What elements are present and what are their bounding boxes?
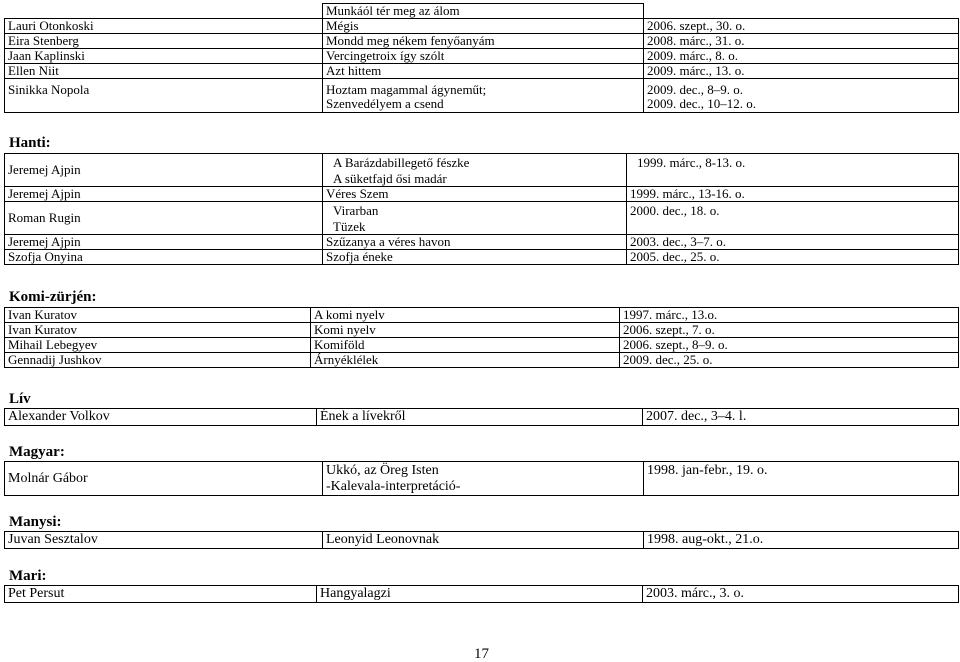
- table-cell-author: Ivan Kuratov: [5, 323, 311, 338]
- table-cell-author: Jeremej Ajpin: [5, 187, 323, 202]
- table-cell-date: [644, 79, 959, 113]
- table-cell-author: Juvan Sesztalov: [5, 532, 323, 549]
- table-cell-title: [323, 462, 644, 496]
- section-heading-manysi: Manysi:: [9, 514, 62, 530]
- table-row: [5, 34, 959, 49]
- table-row: [5, 64, 959, 79]
- table-row: [5, 49, 959, 64]
- section-heading-komi: Komi-zürjén:: [9, 289, 97, 305]
- manysi-table: [4, 531, 959, 549]
- komi-table: [4, 307, 959, 368]
- page-number: 17: [474, 646, 489, 662]
- title-line: A Barázdabillegető fészke: [333, 155, 470, 170]
- table-cell-date: 2006. szept., 7. o.: [620, 323, 959, 338]
- table-row: [5, 79, 959, 113]
- table-cell-title: Szűzanya a véres havon: [323, 235, 627, 250]
- table-cell-date: 1998. aug-okt., 21.o.: [644, 532, 959, 549]
- hanti-table: [4, 153, 959, 265]
- table-row: [5, 19, 959, 34]
- title-line: Tüzek: [333, 219, 366, 234]
- table-cell-title: [323, 154, 627, 187]
- table-cell-date: 1999. márc., 13-16. o.: [627, 187, 959, 202]
- table-cell-author: Eira Stenberg: [5, 34, 323, 49]
- table-cell-date: 2005. dec., 25. o.: [627, 250, 959, 265]
- table-cell-title: [323, 79, 644, 113]
- table-row: [5, 462, 959, 496]
- table-cell-author: Gennadij Jushkov: [5, 353, 311, 368]
- table-cell-date: 2003. dec., 3–7. o.: [627, 235, 959, 250]
- table-cell-title: Munkáól tér meg az álom: [323, 4, 644, 19]
- mari-table: [4, 585, 959, 603]
- table-row: [5, 353, 959, 368]
- table-cell-author: Pet Persut: [5, 586, 317, 603]
- table-cell-title: Ének a lívekről: [317, 409, 643, 426]
- table-row: [5, 323, 959, 338]
- table-cell-date: 2008. márc., 31. o.: [644, 34, 959, 49]
- table-cell-author: Sinikka Nopola: [5, 79, 323, 113]
- table-row: [5, 250, 959, 265]
- table-row: [5, 586, 959, 603]
- table-cell-author: Mihail Lebegyev: [5, 338, 311, 353]
- table-cell-author: Jeremej Ajpin: [5, 235, 323, 250]
- title-line: Virarban: [333, 203, 379, 218]
- table-row: [5, 532, 959, 549]
- table-row: [5, 154, 959, 187]
- title-line: Ukkó, az Öreg Isten: [326, 463, 439, 478]
- table-cell-date: 2006. szept., 8–9. o.: [620, 338, 959, 353]
- table-cell-date: 2009. márc., 8. o.: [644, 49, 959, 64]
- table-cell-title: Véres Szem: [323, 187, 627, 202]
- table-cell-title: Mégis: [323, 19, 644, 34]
- table-cell-title: Hangyalagzi: [317, 586, 643, 603]
- table-cell-title: Vercingetroix így szólt: [323, 49, 644, 64]
- table-cell-author: Molnár Gábor: [5, 462, 323, 496]
- date-line: 2009. dec., 10–12. o.: [647, 96, 757, 111]
- section-heading-hanti: Hanti:: [9, 135, 51, 151]
- table-cell-date: 1997. márc., 13.o.: [620, 308, 959, 323]
- table-cell-date: 2009. dec., 25. o.: [620, 353, 959, 368]
- section-heading-magyar: Magyar:: [9, 444, 65, 460]
- table-cell-title: Komiföld: [311, 338, 620, 353]
- table-row: [5, 202, 959, 235]
- section-heading-mari: Mari:: [9, 568, 47, 584]
- liv-table: [4, 408, 959, 426]
- table-cell-title: Mondd meg nékem fenyőanyám: [323, 34, 644, 49]
- table-row: [5, 235, 959, 250]
- table-cell-title: A komi nyelv: [311, 308, 620, 323]
- section-heading-liv: Lív: [9, 391, 31, 407]
- table-cell-author: Roman Rugin: [5, 202, 323, 235]
- table-cell-author: Jeremej Ajpin: [5, 154, 323, 187]
- table-row: [5, 187, 959, 202]
- title-line: -Kalevala-interpretáció-: [326, 479, 461, 494]
- table-cell-date: 1999. márc., 8-13. o.: [627, 154, 959, 187]
- table-cell-title: Komi nyelv: [311, 323, 620, 338]
- table-cell-date: 2003. márc., 3. o.: [643, 586, 959, 603]
- table-cell-date: 2009. márc., 13. o.: [644, 64, 959, 79]
- table-cell-author: Szofja Onyina: [5, 250, 323, 265]
- table-cell-author: Jaan Kaplinski: [5, 49, 323, 64]
- table-row: [5, 4, 959, 19]
- table-cell-author: Alexander Volkov: [5, 409, 317, 426]
- table-cell-title: Szofja éneke: [323, 250, 627, 265]
- table-cell-author: Ellen Niit: [5, 64, 323, 79]
- table-row: [5, 308, 959, 323]
- table-cell-author: Ivan Kuratov: [5, 308, 311, 323]
- table-cell-title: Leonyid Leonovnak: [323, 532, 644, 549]
- table-row: [5, 338, 959, 353]
- table-row: [5, 409, 959, 426]
- table-cell-author: Lauri Otonkoski: [5, 19, 323, 34]
- table-cell-date: 1998. jan-febr., 19. o.: [644, 462, 959, 496]
- table-cell-date: 2006. szept., 30. o.: [644, 19, 959, 34]
- table-cell-title: Árnyéklélek: [311, 353, 620, 368]
- table-cell-date: 2000. dec., 18. o.: [627, 202, 959, 235]
- table-cell-date: 2007. dec., 3–4. l.: [643, 409, 959, 426]
- title-line: A süketfajd ősi madár: [333, 171, 447, 186]
- finnish-estonian-table: [4, 3, 959, 113]
- table-cell-title: [323, 202, 627, 235]
- table-cell-title: Azt hittem: [323, 64, 644, 79]
- title-line: Szenvedélyem a csend: [326, 96, 444, 111]
- date-line: 2009. dec., 8–9. o.: [647, 82, 744, 97]
- title-line: Hoztam magammal ágyneműt;: [326, 82, 487, 97]
- magyar-table: [4, 461, 959, 496]
